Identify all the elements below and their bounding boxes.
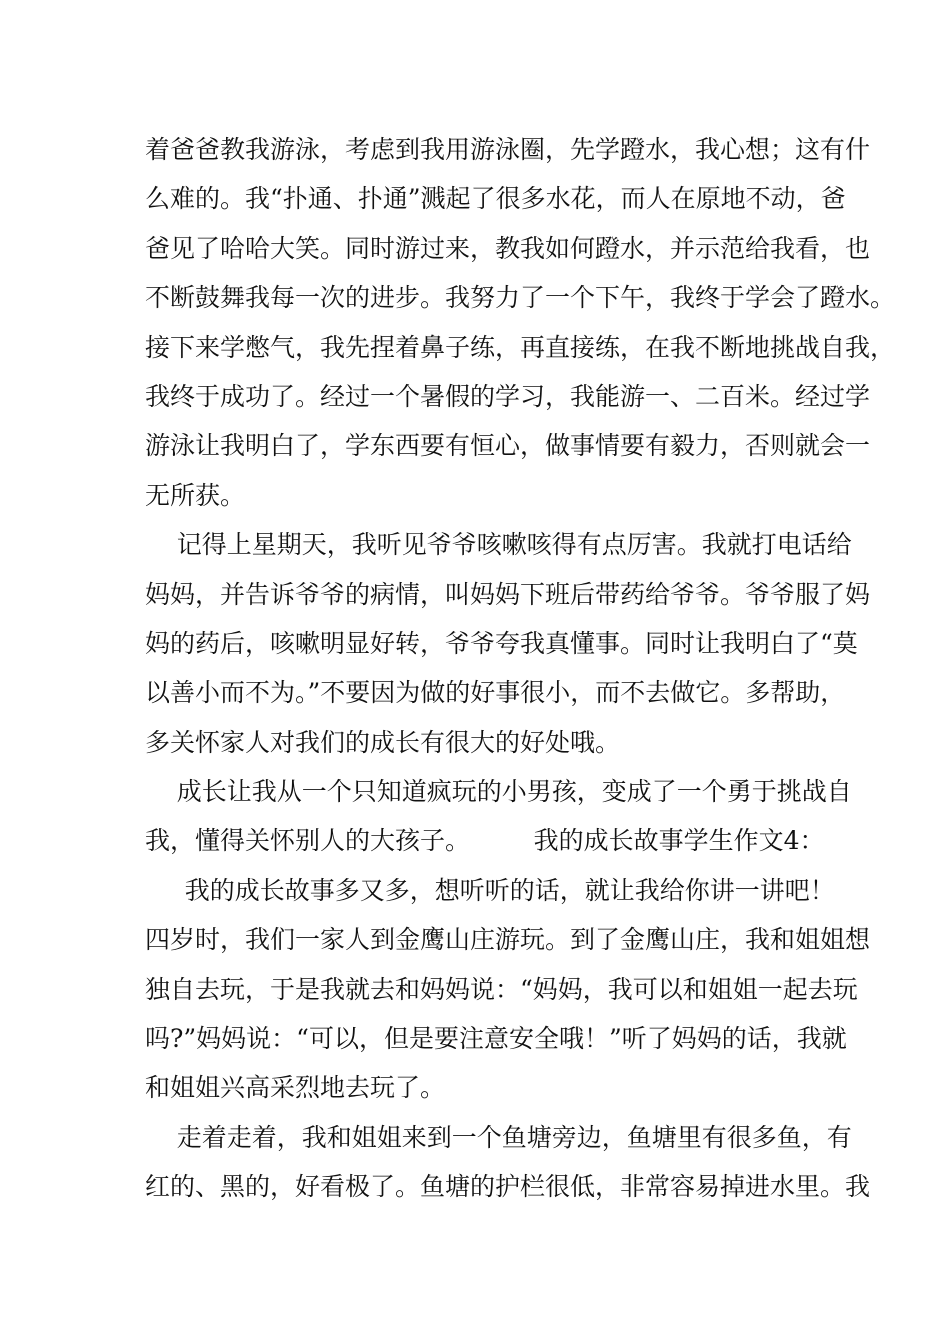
text-line: 着爸爸教我游泳，考虑到我用游泳圈，先学蹬水，我心想；这有什	[145, 135, 871, 164]
text-line: 爸见了哈哈大笑。同时游过来，教我如何蹬水，并示范给我看，也	[145, 233, 871, 263]
text-line: 无所获。	[145, 480, 246, 510]
essay-text	[145, 125, 896, 1212]
text-line: 走着走着，我和姐姐来到一个鱼塘旁边，鱼塘里有很多鱼，有	[145, 1122, 852, 1152]
text-line: 红的、黑的，好看极了。鱼塘的护栏很低，非常容易掉进水里。我	[145, 1172, 871, 1202]
text-line: 和姐姐兴高采烈地去玩了。	[145, 1073, 446, 1103]
text-line: 游泳让我明白了，学东西要有恒心，做事情要有毅力，否则就会一	[145, 431, 871, 461]
text-line: 独自去玩，于是我就去和妈妈说：“妈妈，我可以和姐姐一起去玩	[145, 974, 858, 1004]
text-line: 不断鼓舞我每一次的进步。我努力了一个下午，我终于学会了蹬水。	[145, 283, 896, 313]
text-line: 以善小而不为。”不要因为做的好事很小，而不去做它。多帮助，	[145, 678, 846, 708]
text-line: 我，懂得关怀别人的大孩子。 我的成长故事学生作文4：	[145, 826, 825, 856]
text-line: 么难的。我“扑通、扑通”溅起了很多水花，而人在原地不动，爸	[145, 184, 846, 214]
text-line: 记得上星期天，我听见爷爷咳嗽咳得有点厉害。我就打电话给	[145, 530, 852, 560]
text-line: 多关怀家人对我们的成长有很大的好处哦。	[145, 727, 621, 757]
text-line: 成长让我从一个只知道疯玩的小男孩，变成了一个勇于挑战自	[145, 777, 852, 807]
text-line: 我终于成功了。经过一个暑假的学习，我能游一、二百米。经过学	[145, 381, 871, 411]
text-line: 我的成长故事多又多，想听听的话，就让我给你讲一讲吧！	[145, 875, 835, 905]
text-line: 妈妈，并告诉爷爷的病情，叫妈妈下班后带药给爷爷。爷爷服了妈	[145, 579, 871, 609]
text-line: 吗?”妈妈说：“可以，但是要注意安全哦！”听了妈妈的话，我就	[145, 1024, 847, 1054]
text-line: 四岁时，我们一家人到金鹰山庄游玩。到了金鹰山庄，我和姐姐想	[145, 925, 871, 955]
text-line: 接下来学憋气，我先捏着鼻子练，再直接练，在我不断地挑战自我，	[145, 332, 896, 362]
text-line: 妈的药后，咳嗽明显好转，爷爷夸我真懂事。同时让我明白了“莫	[145, 628, 858, 658]
